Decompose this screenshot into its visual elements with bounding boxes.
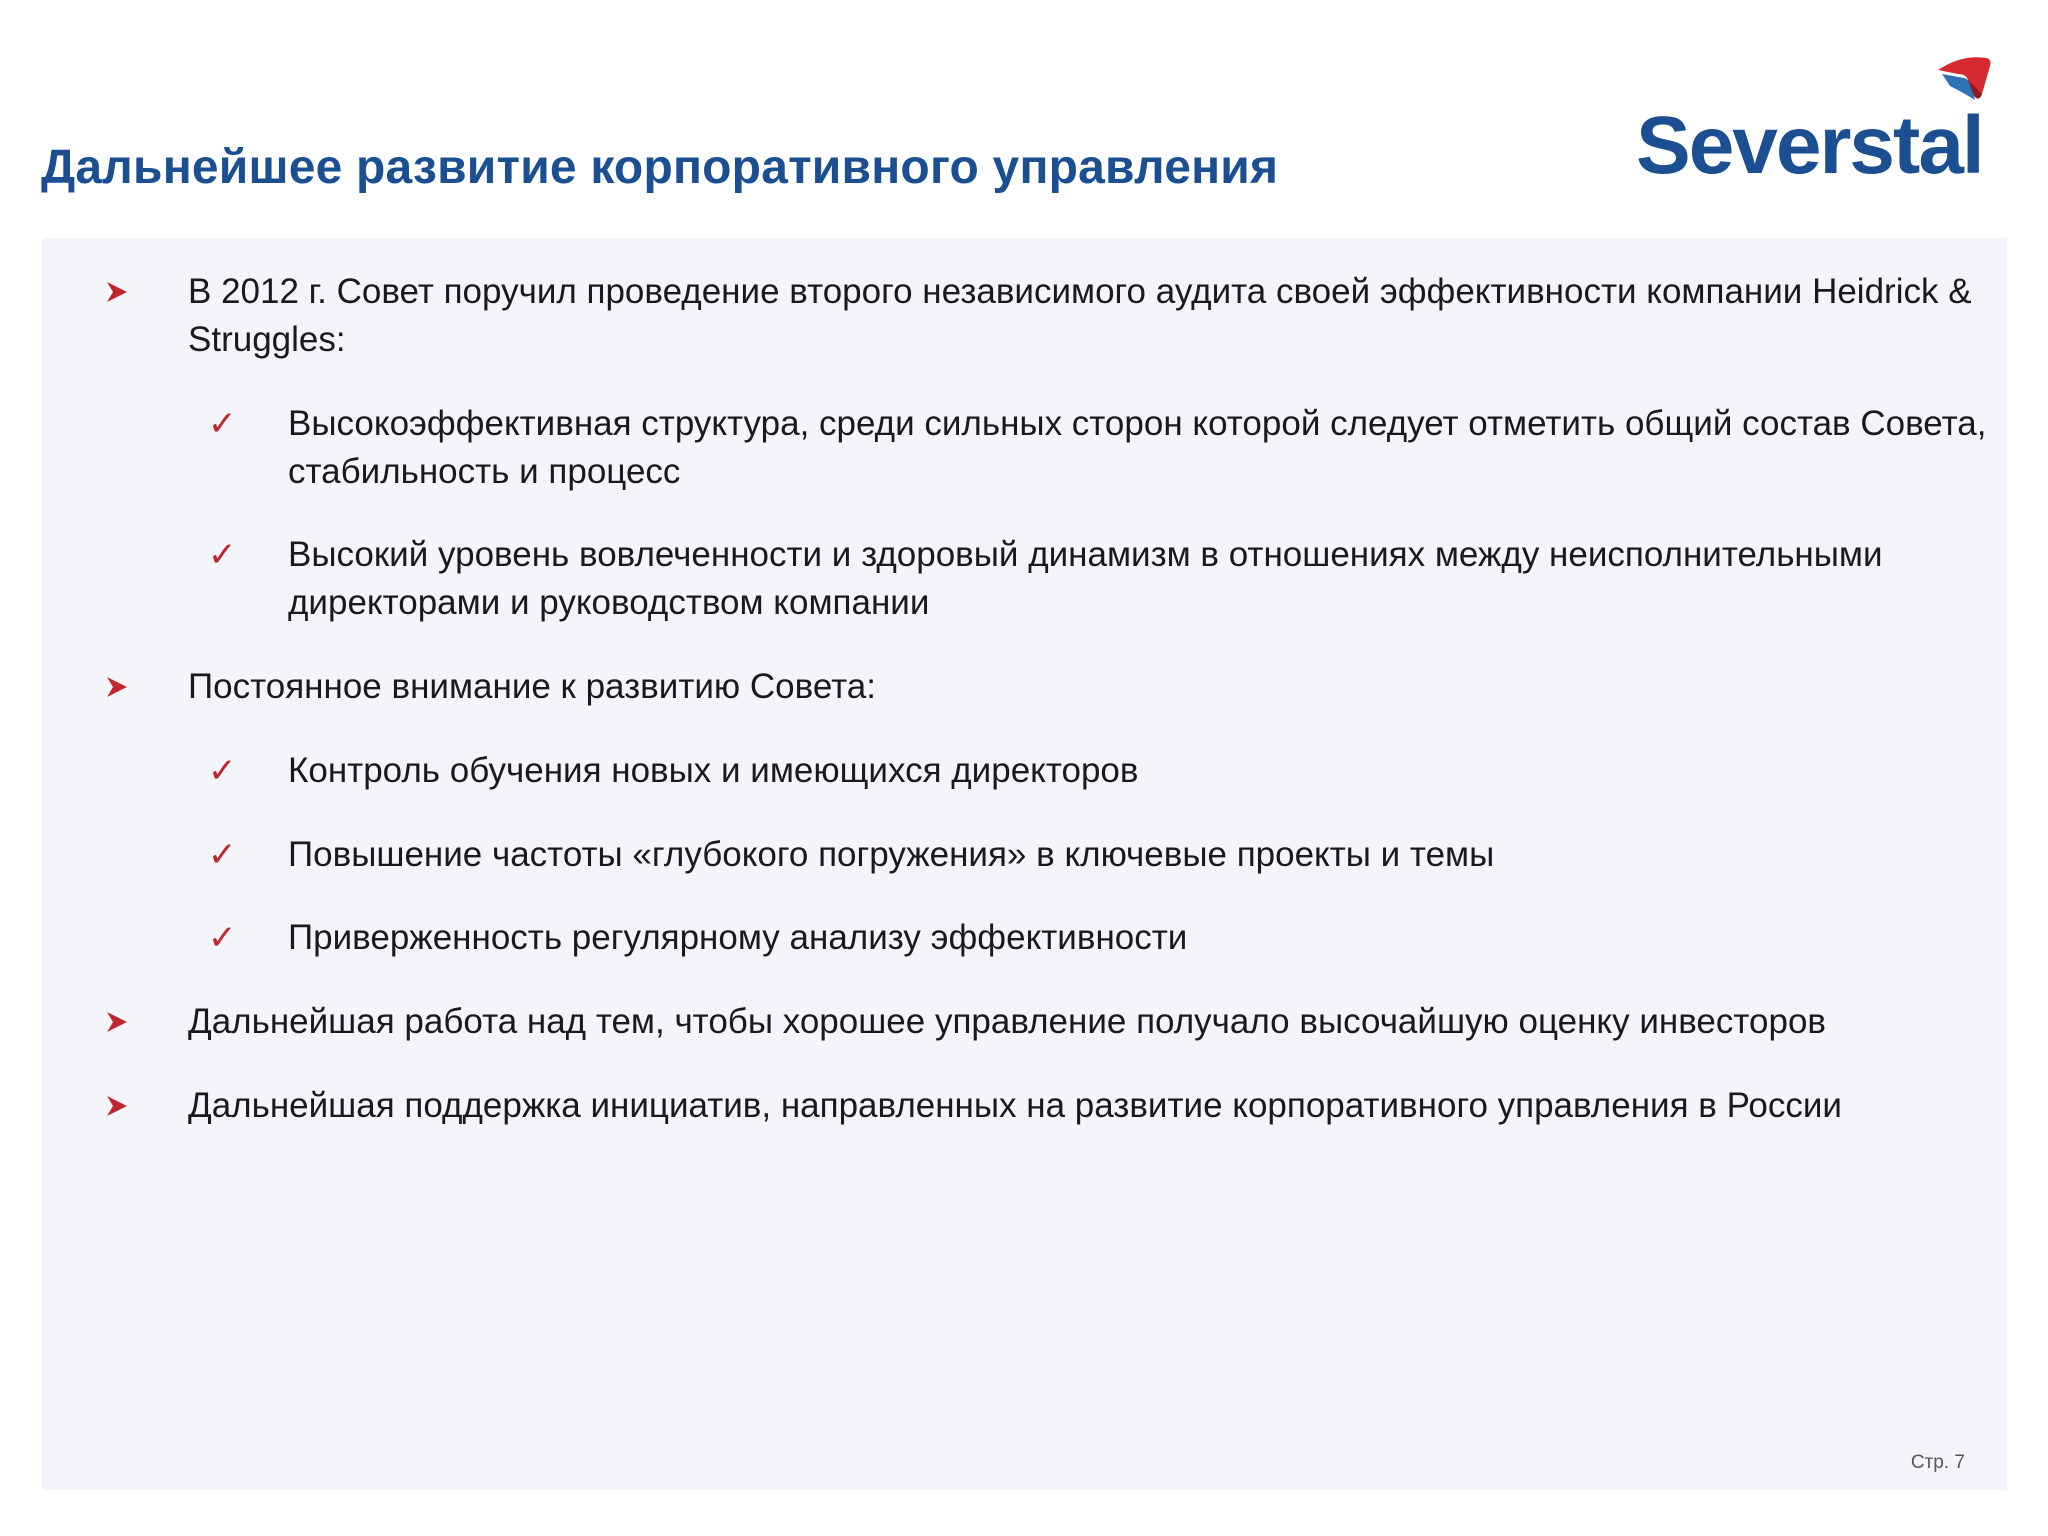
arrow-bullet-icon: [106, 1082, 128, 1130]
arrow-bullet-icon: [106, 998, 128, 1046]
checkmark-icon: ✓: [208, 919, 237, 957]
bullet-item-board-development: [188, 663, 2018, 711]
arrow-bullet-icon: [106, 268, 128, 316]
bullet-item-deep-dive: [208, 831, 2018, 879]
severstal-logo: [1630, 50, 2000, 200]
page-number: Стр. 7: [1910, 1452, 1965, 1473]
bullet-text: Высокоэффективная структура, среди сильных сторон которой следует отметить общий состав Совета, стабильность и процесс: [288, 404, 1987, 491]
checkmark-icon: ✓: [208, 536, 237, 574]
bullet-item-audit: [188, 268, 2018, 364]
bullet-item-structure: [208, 400, 2018, 496]
logo-wordmark: Severstal: [1636, 100, 1983, 191]
severstal-mark-icon: [1928, 50, 1998, 120]
bullet-text: Повышение частоты «глубокого погружения» в ключевые проекты и темы: [288, 835, 1495, 874]
bullet-text: В 2012 г. Совет поручил проведение второго независимого аудита своей эффективности компании Heidrick & Struggles:: [188, 272, 1972, 359]
arrow-bullet-icon: [106, 663, 128, 711]
bullet-item-initiatives: [188, 1082, 2018, 1130]
bullet-text: Контроль обучения новых и имеющихся директоров: [288, 751, 1139, 790]
bullet-text: Дальнейшая работа над тем, чтобы хорошее управление получало высочайшую оценку инвесторов: [188, 1002, 1827, 1041]
content-panel: [42, 238, 2007, 1490]
bullet-item-engagement: [208, 531, 2018, 627]
bullet-item-efficiency-analysis: [208, 914, 2018, 962]
slide-title: Дальнейшее развитие корпоративного управления: [41, 141, 1279, 194]
bullet-text: Приверженность регулярному анализу эффективности: [288, 918, 1188, 957]
bullet-item-investors: [188, 998, 2018, 1046]
checkmark-icon: ✓: [208, 752, 237, 790]
bullet-text: Дальнейшая поддержка инициатив, направленных на развитие корпоративного управления в России: [188, 1086, 1842, 1125]
bullet-text: Постоянное внимание к развитию Совета:: [188, 667, 876, 706]
bullet-text: Высокий уровень вовлеченности и здоровый динамизм в отношениях между неисполнительными директорами и руководством компании: [288, 535, 1883, 622]
checkmark-icon: ✓: [208, 836, 237, 874]
bullet-item-training: [208, 747, 2018, 795]
checkmark-icon: ✓: [208, 405, 237, 443]
